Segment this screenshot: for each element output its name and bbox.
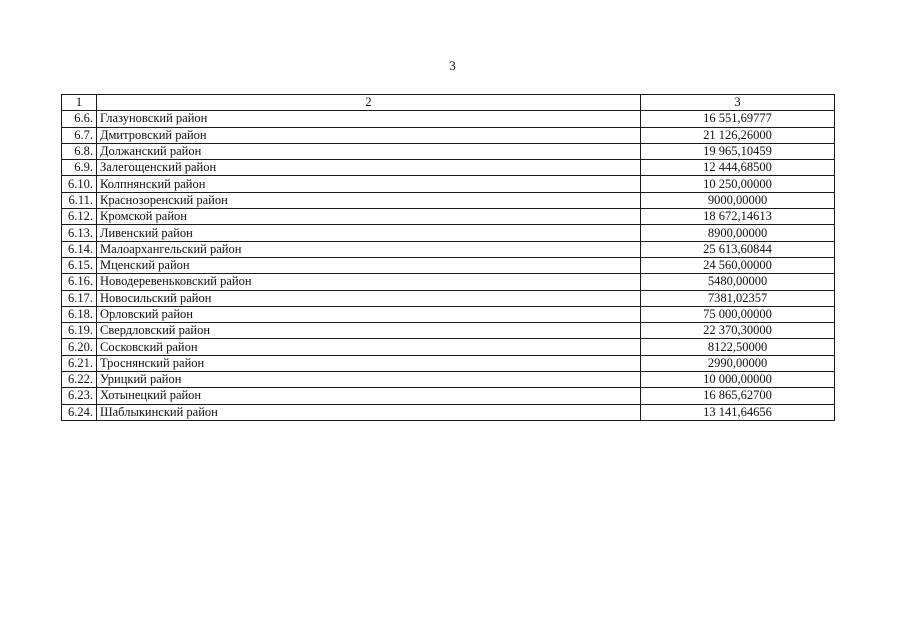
row-number: 6.24. xyxy=(62,404,97,420)
amount-value: 18 672,14613 xyxy=(641,209,835,225)
table-body xyxy=(62,111,835,421)
row-number: 6.20. xyxy=(62,339,97,355)
district-name: Новосильский район xyxy=(97,290,641,306)
row-number: 6.7. xyxy=(62,127,97,143)
table-row xyxy=(62,127,835,143)
row-number: 6.17. xyxy=(62,290,97,306)
amount-value: 22 370,30000 xyxy=(641,323,835,339)
table-row xyxy=(62,355,835,371)
district-name: Дмитровский район xyxy=(97,127,641,143)
amount-value: 10 000,00000 xyxy=(641,372,835,388)
district-name: Краснозоренский район xyxy=(97,192,641,208)
row-number: 6.19. xyxy=(62,323,97,339)
amount-value: 24 560,00000 xyxy=(641,257,835,273)
row-number: 6.9. xyxy=(62,160,97,176)
row-number: 6.16. xyxy=(62,274,97,290)
row-number: 6.11. xyxy=(62,192,97,208)
district-table xyxy=(61,94,835,421)
header-row xyxy=(62,95,835,111)
district-name: Мценский район xyxy=(97,257,641,273)
amount-value: 16 551,69777 xyxy=(641,111,835,127)
header-col-2: 2 xyxy=(97,95,641,111)
row-number: 6.18. xyxy=(62,306,97,322)
district-name: Залегощенский район xyxy=(97,160,641,176)
amount-value: 9000,00000 xyxy=(641,192,835,208)
district-name: Малоархангельский район xyxy=(97,241,641,257)
row-number: 6.10. xyxy=(62,176,97,192)
row-number: 6.8. xyxy=(62,143,97,159)
district-name: Троснянский район xyxy=(97,355,641,371)
district-name: Глазуновский район xyxy=(97,111,641,127)
district-name: Шаблыкинский район xyxy=(97,404,641,420)
district-name: Хотынецкий район xyxy=(97,388,641,404)
table-row xyxy=(62,306,835,322)
row-number: 6.15. xyxy=(62,257,97,273)
header-col-1: 1 xyxy=(62,95,97,111)
amount-value: 8122,50000 xyxy=(641,339,835,355)
amount-value: 10 250,00000 xyxy=(641,176,835,192)
row-number: 6.6. xyxy=(62,111,97,127)
district-name: Орловский район xyxy=(97,306,641,322)
district-name: Кромской район xyxy=(97,209,641,225)
amount-value: 21 126,26000 xyxy=(641,127,835,143)
table-row xyxy=(62,192,835,208)
amount-value: 2990,00000 xyxy=(641,355,835,371)
table-row xyxy=(62,372,835,388)
table-row xyxy=(62,323,835,339)
row-number: 6.21. xyxy=(62,355,97,371)
row-number: 6.13. xyxy=(62,225,97,241)
table-row xyxy=(62,143,835,159)
amount-value: 5480,00000 xyxy=(641,274,835,290)
table-row xyxy=(62,274,835,290)
table-row xyxy=(62,388,835,404)
table-row xyxy=(62,225,835,241)
page-number: 3 xyxy=(449,58,456,73)
row-number: 6.22. xyxy=(62,372,97,388)
table-row xyxy=(62,404,835,420)
table-row xyxy=(62,176,835,192)
amount-value: 7381,02357 xyxy=(641,290,835,306)
table-row xyxy=(62,241,835,257)
district-name: Ливенский район xyxy=(97,225,641,241)
district-name: Новодеревеньковский район xyxy=(97,274,641,290)
table-row xyxy=(62,111,835,127)
amount-value: 13 141,64656 xyxy=(641,404,835,420)
amount-value: 16 865,62700 xyxy=(641,388,835,404)
row-number: 6.12. xyxy=(62,209,97,225)
district-name: Свердловский район xyxy=(97,323,641,339)
amount-value: 75 000,00000 xyxy=(641,306,835,322)
table-row xyxy=(62,209,835,225)
table-row xyxy=(62,290,835,306)
district-name: Должанский район xyxy=(97,143,641,159)
table-row xyxy=(62,257,835,273)
district-name: Колпнянский район xyxy=(97,176,641,192)
amount-value: 8900,00000 xyxy=(641,225,835,241)
table-row xyxy=(62,339,835,355)
district-name: Урицкий район xyxy=(97,372,641,388)
amount-value: 19 965,10459 xyxy=(641,143,835,159)
row-number: 6.23. xyxy=(62,388,97,404)
row-number: 6.14. xyxy=(62,241,97,257)
header-col-3: 3 xyxy=(641,95,835,111)
table-row xyxy=(62,160,835,176)
district-name: Сосковский район xyxy=(97,339,641,355)
amount-value: 12 444,68500 xyxy=(641,160,835,176)
amount-value: 25 613,60844 xyxy=(641,241,835,257)
